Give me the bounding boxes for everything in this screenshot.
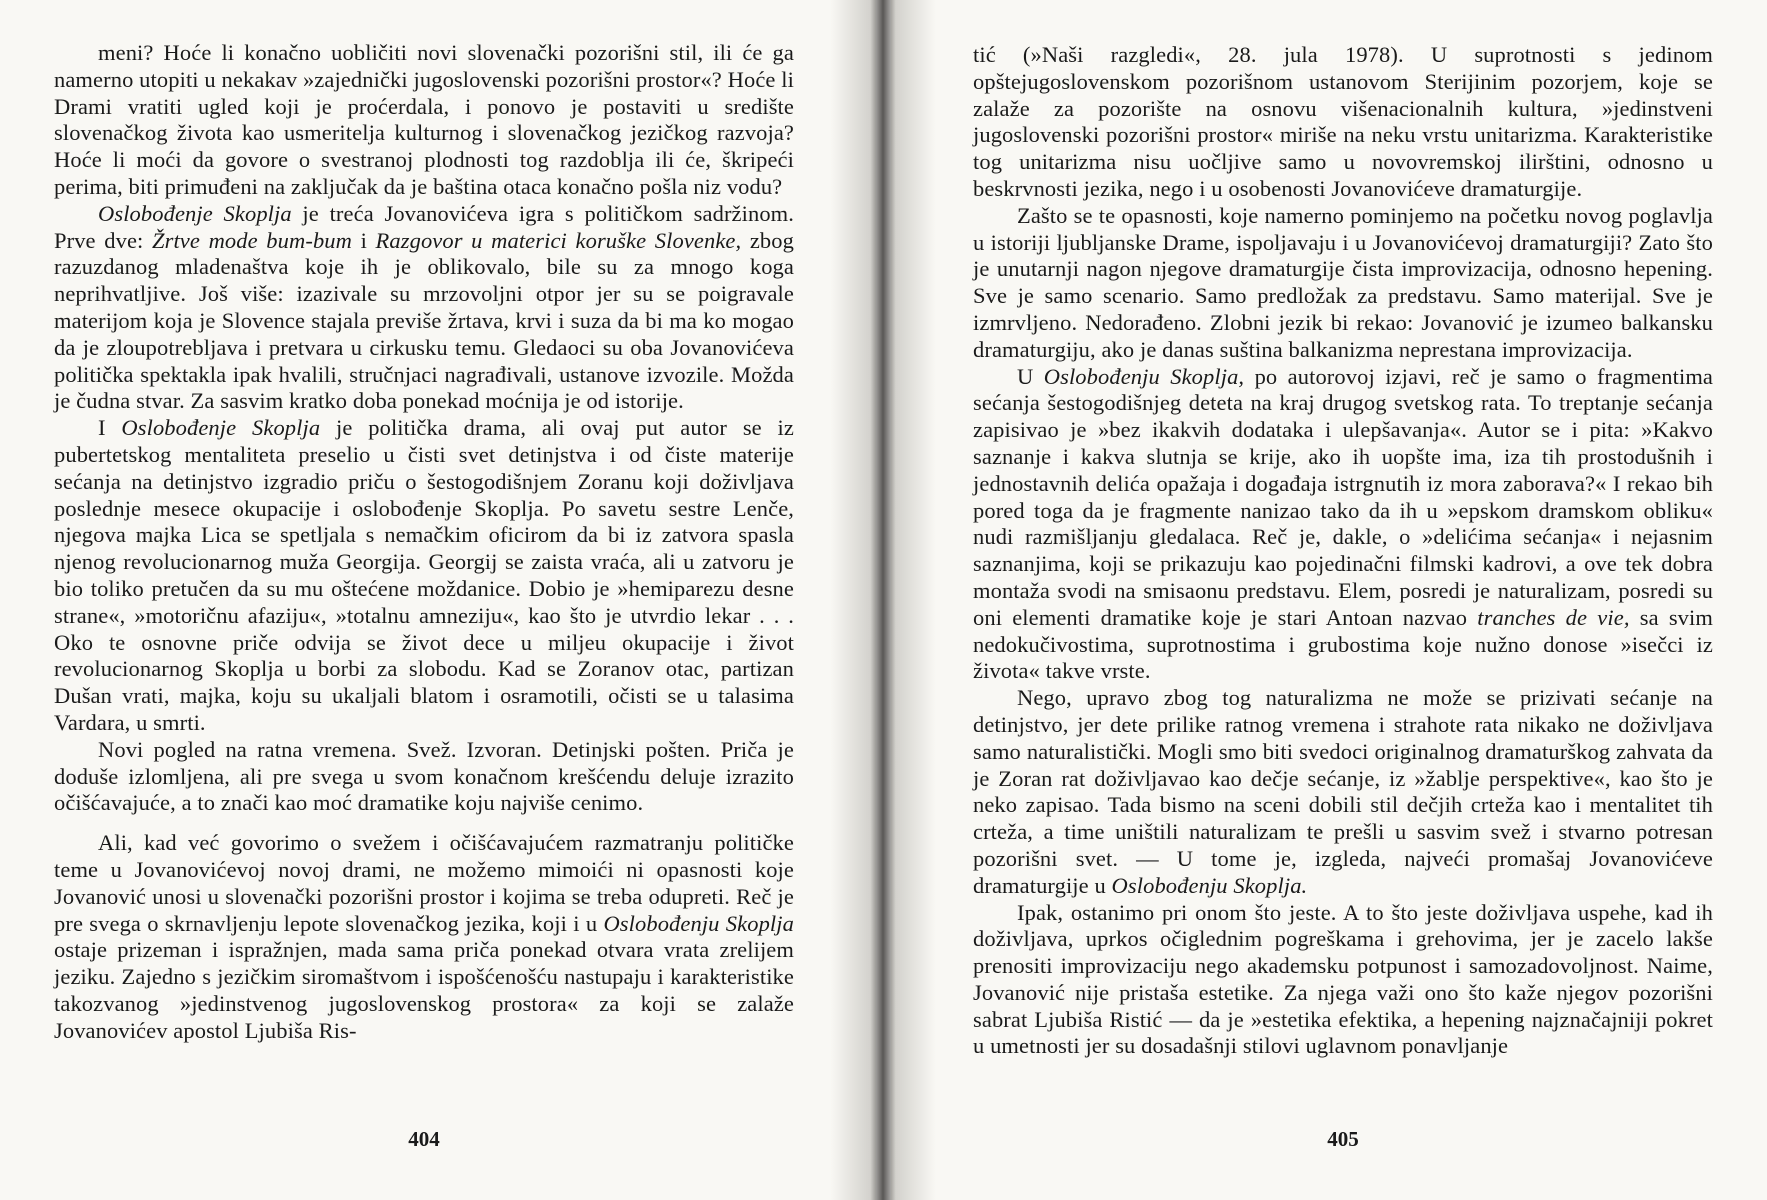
- text-run: meni? Hoće li konačno uobličiti novi slovenački pozorišni stil, ili će ga namerno utopiti u nekakav »zajednički jugoslovenski pozorišni prostor«? Hoće li Drami vratiti ugled koji je prоćerdala, i ponovo je postaviti u središte slovenačkog života kao usmeritelja kulturnog i slovenačkog jezičkog razvoja? Hoće li moći da govore o svestranoj plodnosti tog razdoblja ili će, škripeći perima, biti primuđeni na zaključak da je baština otaca konačno pošla niz vodu?: [54, 40, 794, 199]
- text-run: zbog razuzdanog mladenaštva koje ih je oblikovalo, bile su za mnogo koga neprihvatljive. Još više: izazivale su mrzovoljni otpor jer su se poigravale materijom koja je Slovence stajala previše žrtava, krvi i suza da bi ma ko mogao da je zloupotrebljava i pretvara u cirkusku temu. Gledaoci su oba Jovanovićeva politička spektakla ipak hvalili, stručnjaci nagrađivali, ustanove izvozile. Možda je čudna stvar. Za sasvim kratko doba ponekad moćnija je od istorije.: [54, 227, 794, 414]
- paragraph: [973, 900, 1713, 1061]
- text-run: po autorovoj izjavi, reč je samo o fragmentima sećanja šestogodišnjeg deteta na kraj drugog svetskog rata. To treptanje sećanja zapisivao je »bez ikakvih dodataka i ulepšavanja«. Autor se i pita: »Kakvo saznanje i kakva slutnja se krije, ako ih uopšte ima, iza tih prostodušnih i jednostavnih delića opažaja i događaja istrgnutih iz mora zaborava?« I rekao bih pored toga da je fragmente nanizao tako da ih u »epskom dramskom obliku« nudi razmišljanju gledalaca. Reč je, dakle, o »delićima sećanja« i nejasnim saznanjima, koji se prikazuju kao pojedinačni filmski kadrovi, a ove tek dobra montaža svodi na smisaonu predstavu. Elem, posredi je naturalizam, posredi su oni elementi dramatike koje je stari Antoan nazvao: [973, 363, 1714, 630]
- text-run: i: [352, 227, 376, 253]
- text-run: ostaje prizeman i ispražnjen, mada sama priča ponekad otvara vrata zrelijem jeziku. Zajedno s jezičkim siromaštvom i ispošćenošću nastupaju i karakteristike takozvanog »jedinstvenog jugoslovenskog prostora« za koji se zalaže Jovanovićev apostol Ljubiša Ris-: [54, 937, 794, 1043]
- italic-title: Oslobođenje Skoplja: [98, 200, 292, 226]
- right-page-number: 405: [1327, 1127, 1359, 1151]
- paragraph: [54, 830, 794, 1044]
- italic-title: Oslobođenju Skoplja,: [1043, 363, 1245, 389]
- text-run: Novi pogled na ratna vremena. Svež. Izvoran. Detinjski pošten. Priča je doduše izlomljena, ali pre svega u svom konačnom krešćendu deluje izrazito očišćavajuće, a to znači kao moć dramatike koju najviše cenimo.: [54, 736, 794, 816]
- text-run: je treća Jovanovićeva igra s političkom sadržinom. Prve dve:: [54, 200, 795, 253]
- paragraph: [54, 40, 794, 201]
- left-page: [0, 0, 876, 1200]
- italic-title: Razgovor u materici koruške Slovenke,: [375, 227, 742, 253]
- paragraph: [973, 42, 1713, 203]
- italic-title: tranches de vie,: [1477, 604, 1630, 630]
- paragraph: [54, 737, 794, 817]
- book-gutter-shadow: [830, 0, 936, 1200]
- italic-title: Oslobođenje Skoplja: [121, 415, 321, 441]
- paragraph: [973, 364, 1713, 686]
- text-run: Ipak, ostanimo pri onom što jeste. A to što jeste doživljava uspehe, kad ih doživljava, uprkos očiglednim pogreškama i grehovima, jer je zacelo lakše prenositi improvizaciju nego akademsku potpunost i samozadovoljnost. Naime, Jovanović nije pristaša estetike. Za njega važi ono što kaže njegov pozorišni sabrat Ljubiša Ristić — da je »estetika efektika, a hepening najznačajniji pokret u umetnosti jer su dosadašnji stilovi uglavnom ponavljanje: [973, 899, 1713, 1059]
- italic-title: Žrtve mode bum-bum: [151, 227, 352, 253]
- text-run: I: [98, 415, 122, 441]
- paragraph: [973, 203, 1713, 364]
- paragraph: [973, 685, 1713, 899]
- left-page-number: 404: [408, 1127, 440, 1151]
- text-run: sa svim nedokučivostima, suprotnostima i grubostima koje nužno donose »isečci iz života« takve vrste.: [973, 604, 1713, 684]
- text-run: U: [1017, 363, 1044, 389]
- left-page-text: [54, 40, 794, 1044]
- text-run: je politička drama, ali ovaj put autor se iz pubertetskog mentaliteta preselio u čisti svet detinjstva i od čiste materije sećanja na detinjstvo izgradio priču o šestogodišnjem Zoranu koji doživljava poslednje mesece okupacije i oslobođenje Skoplja. Po savetu sestre Lenče, njegova majka Lica se spetljala s nemačkim oficirom da bi iz zatvora spasla njenog revolucionarnog muža Georgija. Georgij se zaista vraća, ali u zatvoru je bio toliko pretučen da su mu oštećene moždanice. Dobio je »hemiparezu desne strane«, »motoričnu afaziju«, »totalnu amneziju«, kao što je utvrdio lekar . . . Oko te osnovne priče odvija se život dece u miljeu okupacije i život revolucionarnog Skoplja u borbi za slobodu. Kad se Zoranov otac, partizan Dušan vrati, majka, koju su ukaljali blatom i osramotili, očisti se u talasima Vardara, u smrti.: [54, 415, 794, 735]
- italic-title: Oslobođenju Skoplja: [603, 910, 794, 936]
- text-run: Ali, kad već govorimo o svežem i očišćavajućem razmatranju političke teme u Jovanovićevoj novoj drami, ne možemo mimoići ni opasnosti koje Jovanović unosi u slovenački pozorišni prostor i kojima se treba odupreti. Reč je pre svega o skrnavljenju lepote slovenačkog jezika, koji i u: [54, 830, 794, 936]
- paragraph: [54, 415, 794, 737]
- text-run: Zašto se te opasnosti, koje namerno pominjemo na početku novog poglavlja u istoriji ljubljanske Drame, ispoljavaju i u Jovanovićevoj dramaturgiji? Zato što je unutarnji nagon njegove dramaturgije čista improvizacija, odnosno hepening. Sve je samo scenario. Samo predložak za predstavu. Samo materijal. Sve je izmrvljeno. Nedorađeno. Zlobni jezik bi rekao: Jovanović je izumeo balkansku dramaturgiju, ako je danas suština balkanizma neprestana improvizacija.: [973, 202, 1713, 362]
- italic-title: Oslobođenju Skoplja.: [1111, 872, 1308, 898]
- right-page-text: [973, 42, 1713, 1060]
- text-run: Nego, upravo zbog tog naturalizma ne može se prizivati sećanje na detinjstvo, jer dete prilike ratnog vremena i strahote rata nikako ne doživljava samo naturalistički. Mogli smo biti svedoci originalnog dramaturškog zahvata da je Zoran rat doživljavao kao dečje sećanje, iz »žablje perspektive«, kao što je neko zapisao. Tada bismo na sceni dobili stil dečjih crteža kao i mentalitet tih crteža, a time uništili naturalizam te prešli u sasvim svež i stvarno potresan pozorišni svet. — U tome je, izgleda, najveći promašaj Jovanovićeve dramaturgije u: [973, 685, 1713, 898]
- paragraph: [54, 201, 794, 415]
- text-run: tić (»Naši razgledi«, 28. jula 1978). U suprotnosti s jedinom opštejugoslovenskom pozorišnom ustanovom Sterijinim pozorjem, koje se zalaže za pozorište na osnovu višenacionalnih kultura, »jedinstveni jugoslovenski pozorišni prostor« miriše na neku vrstu unitarizma. Karakteristike tog unitarizma nisu uočljive samo u novovremskoj ilirštini, odnosno u beskrvnosti jezika, nego i u osobenosti Jovanovićeve dramaturgije.: [973, 42, 1713, 201]
- right-page: [891, 0, 1767, 1200]
